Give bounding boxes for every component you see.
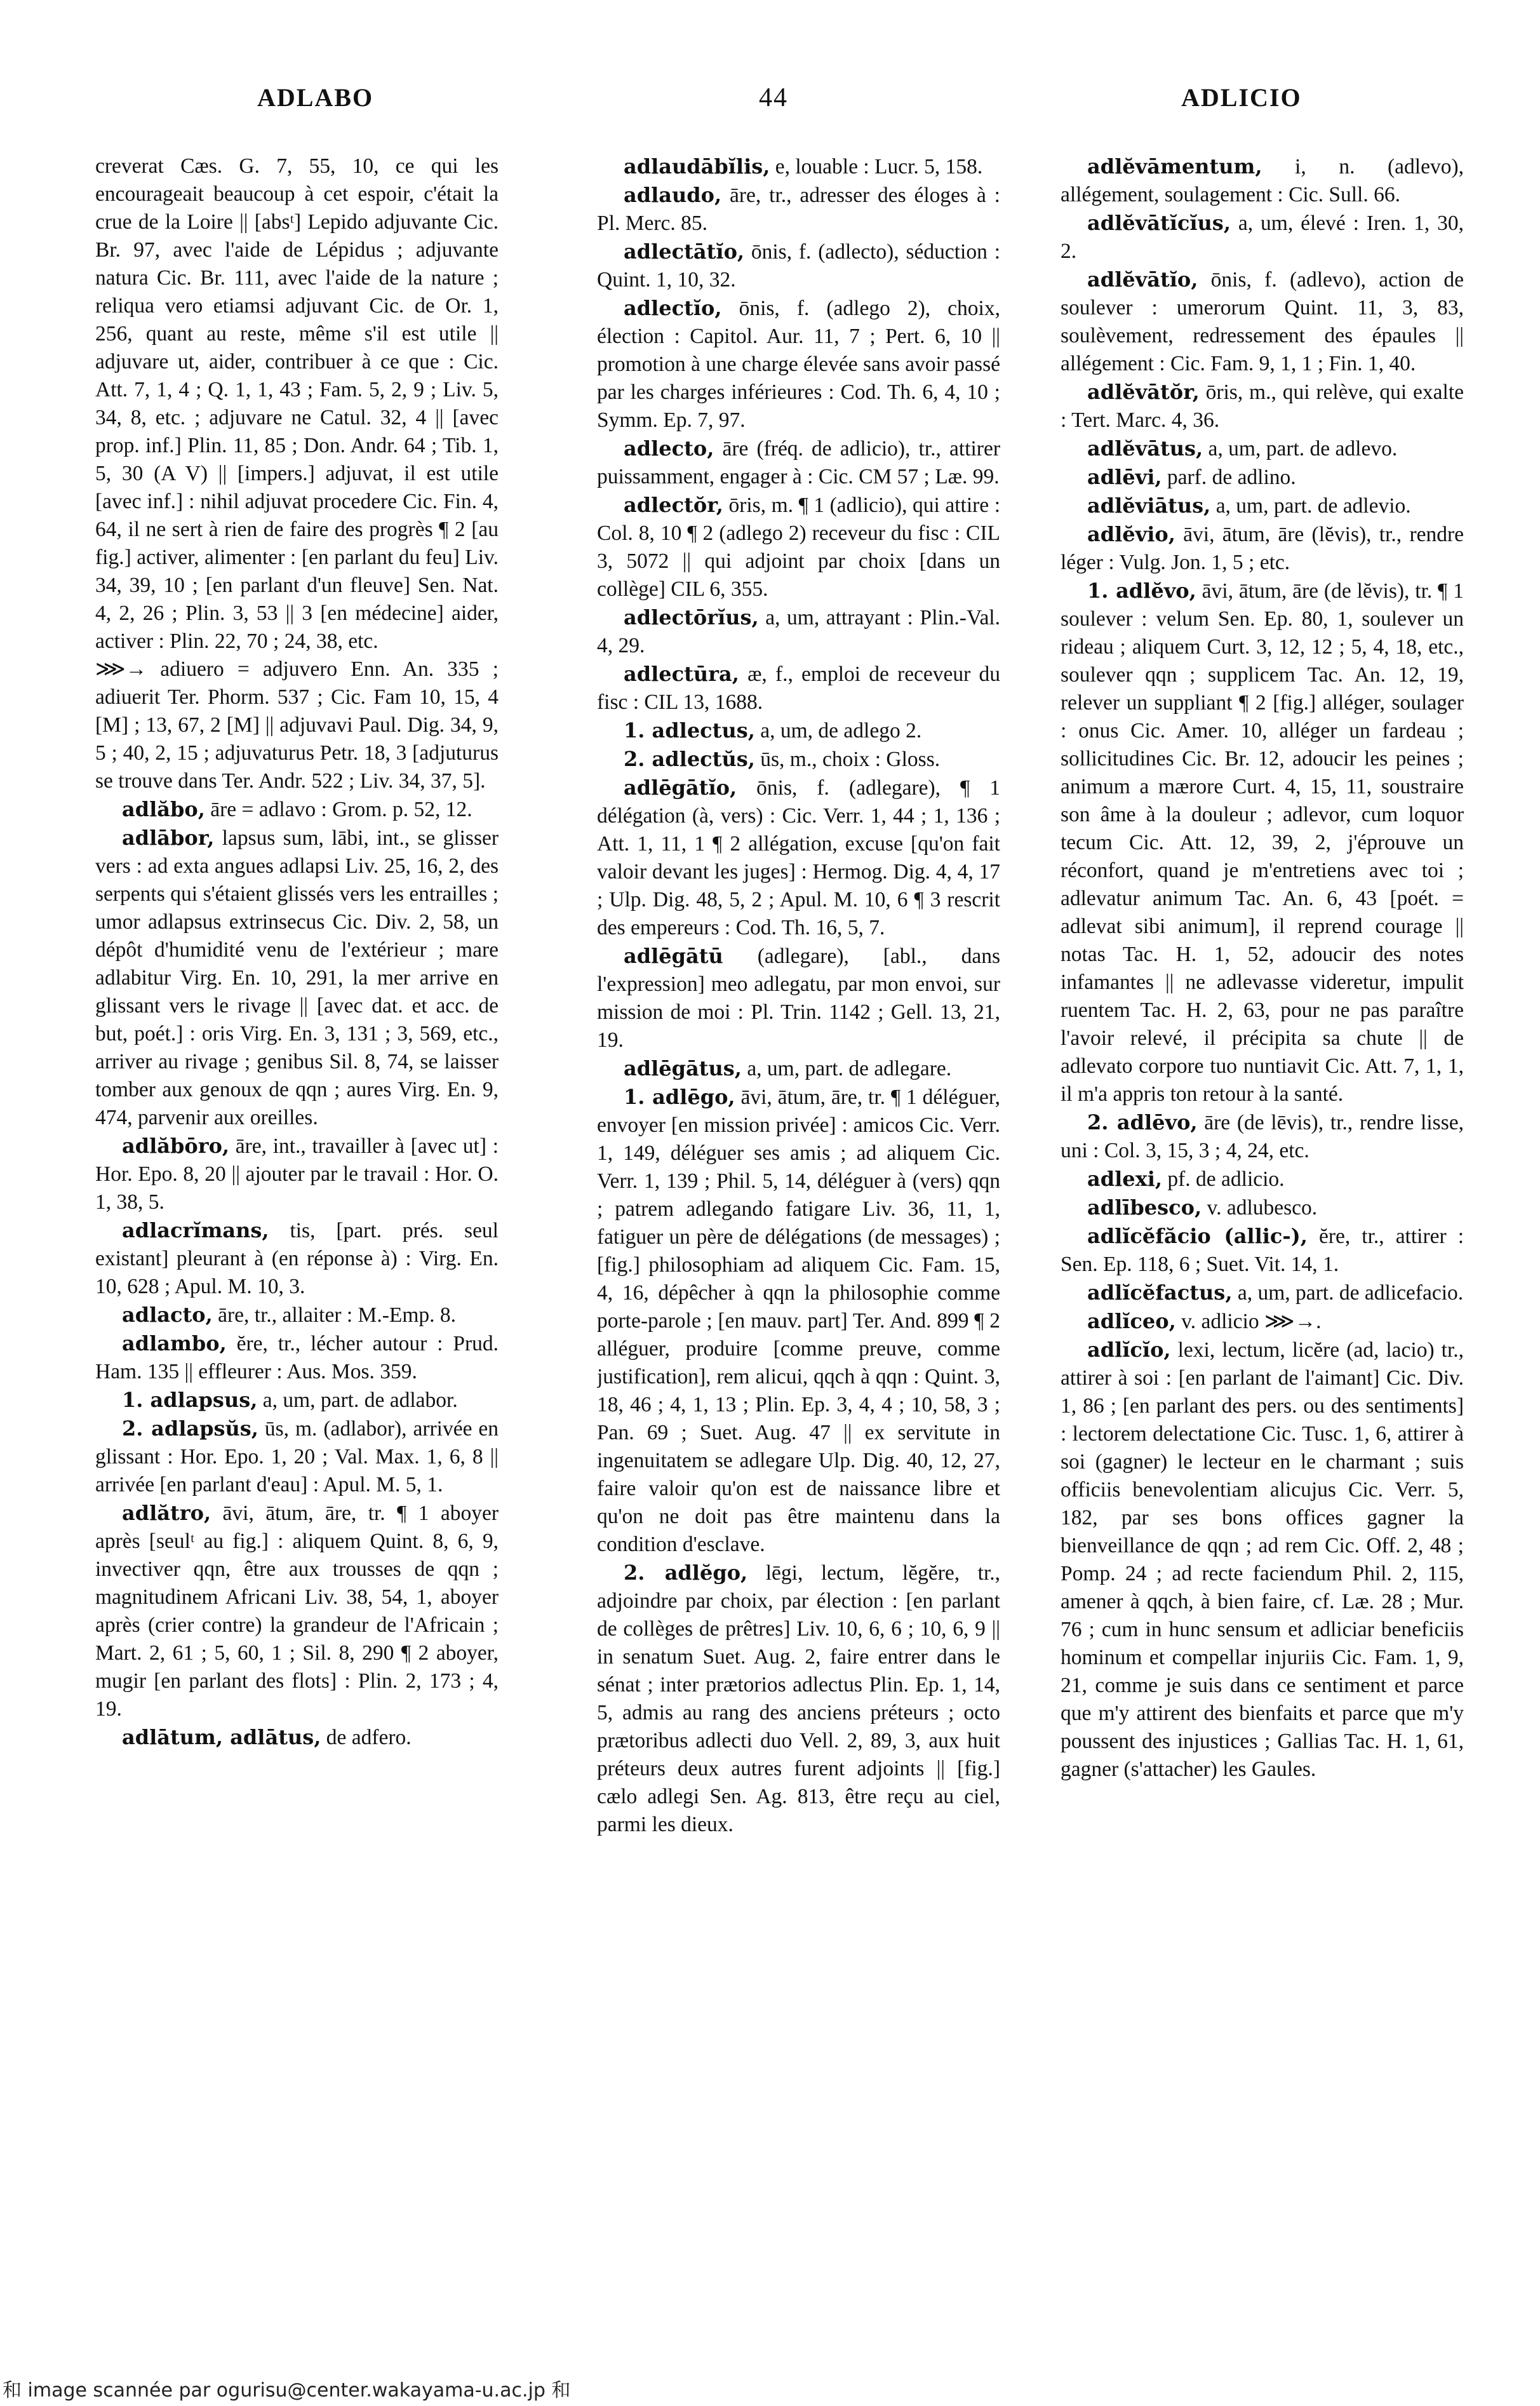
entry-text: āvi, ātum, āre (lĕvis), tr., rendre léger : Vulg. Jon. 1, 5 ; etc. [1061, 523, 1464, 574]
headword: adlectūra, [624, 662, 739, 686]
entry-text: āre (fréq. de adlicio), tr., attirer puissamment, engager à : Cic. CM 57 ; Læ. 99. [597, 437, 1000, 488]
dictionary-entry [1061, 1165, 1464, 1193]
headword: adlaudābĭlis, [624, 154, 770, 178]
dictionary-entry [1061, 1279, 1464, 1307]
dictionary-entry [1061, 1307, 1464, 1336]
dictionary-entry [95, 152, 499, 655]
entry-text: ūs, m. (adlabor), arrivée en glissant : Hor. Epo. 1, 20 ; Val. Max. 1, 6, 8 || arrivée [en parlant d'eau] : Apul. M. 5, 1. [95, 1417, 499, 1496]
running-head-right: ADLICIO [1181, 83, 1302, 112]
dictionary-entry [95, 795, 499, 824]
dictionary-entry [95, 1216, 499, 1301]
headword: adlĭcĭo, [1087, 1338, 1171, 1362]
headword: 1. adlēgo, [624, 1085, 735, 1109]
entry-text: ōnis, f. (adlevo), action de soulever : umerorum Quint. 11, 3, 83, soulèvement, redressement des épaules || allégement : Cic. Fam. 9, 1, 1 ; Fin. 1, 40. [1061, 268, 1464, 375]
entry-text: ōris, m. ¶ 1 (adlicio), qui attire : Col. 8, 10 ¶ 2 (adlego 2) receveur du fisc : CIL 3, 5072 || qui adjoint par choix [dans un collège] CIL 6, 355. [597, 494, 1000, 601]
column-3 [1061, 152, 1464, 2356]
headword: adlătro, [122, 1501, 211, 1525]
dictionary-entry [597, 181, 1000, 238]
entry-text: e, louable : Lucr. 5, 158. [770, 155, 983, 178]
headword: adlexi, [1087, 1167, 1162, 1191]
headword: adlectōrĭus, [624, 605, 759, 629]
dictionary-entry [1061, 434, 1464, 463]
entry-text: v. adlicio ⋙→. [1175, 1310, 1322, 1333]
headword: adlātum, adlātus, [122, 1725, 321, 1749]
headword: adlĕvātus, [1087, 436, 1203, 460]
column-1 [95, 152, 499, 2356]
dictionary-entry [597, 1083, 1000, 1559]
entry-text: v. adlubesco. [1202, 1196, 1318, 1220]
entry-text: a, um, part. de adlevo. [1203, 437, 1398, 460]
headword: 2. adlapsŭs, [122, 1416, 258, 1441]
entry-text: a, um, part. de adlicefacio. [1232, 1281, 1464, 1305]
page-number: 44 [759, 83, 788, 112]
entry-text: de adfero. [321, 1726, 412, 1749]
entry-text: a, um, attrayant : Plin.-Val. 4, 29. [597, 606, 1000, 657]
entry-text: ōnis, f. (adlecto), séduction : Quint. 1, 10, 32. [597, 240, 1000, 292]
entry-text: lēgi, lectum, lĕgĕre, tr., adjoindre par choix, par élection : [en parlant de collèges de prêtres] Liv. 10, 6, 6 ; 10, 6, 9 || in senatum Suet. Aug. 2, faire entrer dans le sénat ; inter prætorios adlectus Plin. Ep. 1, 14, 5, admis au rang des anciens préteurs ; octo prætoribus adlecti duo Vell. 2, 89, 3, aux huit préteurs deux autres furent adjoints || [fig.] cælo adlegi Sen. Ag. 813, être reçu au ciel, parmi les dieux. [597, 1561, 1000, 1836]
dictionary-entry [95, 1329, 499, 1386]
dictionary-entry [597, 716, 1000, 745]
dictionary-entry [1061, 1193, 1464, 1222]
headword: adlēgātĭo, [624, 776, 737, 800]
dictionary-entry [1061, 1108, 1464, 1165]
headword: adlectātĭo, [624, 239, 745, 264]
dictionary-entry [1061, 378, 1464, 434]
headword: adlĕvātŏr, [1087, 380, 1200, 404]
dictionary-entry [597, 1559, 1000, 1839]
entry-text: a, um, part. de adlegare. [741, 1057, 952, 1080]
entry-text: āre, int., travailler à [avec ut] : Hor. Epo. 8, 20 || ajouter par le travail : Hor. O. 1, 38, 5. [95, 1134, 499, 1214]
headword: adlĕviātus, [1087, 494, 1211, 518]
dictionary-entry [95, 1499, 499, 1723]
entry-text: āvi, ātum, āre, tr. ¶ 1 aboyer après [seulᵗ au fig.] : aliquem Quint. 8, 6, 9, invectiver qqn, être aux trousses de qqn ; magnitudinem Africani Liv. 38, 54, 1, aboyer après (crier contre) la grandeur de l'Africain ; Mart. 2, 61 ; 5, 60, 1 ; Sil. 8, 290 ¶ 2 aboyer, mugir [en parlant des flots] : Plin. 2, 173 ; 4, 19. [95, 1502, 499, 1721]
dictionary-entry [95, 1723, 499, 1752]
headword: adlacto, [122, 1303, 213, 1327]
entry-text: āvi, ātum, āre (de lĕvis), tr. ¶ 1 soulever : velum Sen. Ep. 80, 1, soulever un rideau ; aliquem Curt. 3, 12, 12 ; 5, 4, 18, etc., soulever qqn ; supplicem Tac. An. 12, 19, relever un suppliant ¶ 2 [fig.] alléger, soulager : onus Cic. Amer. 10, alléger un fardeau ; sollicitudines Cic. Br. 12, adoucir les peines ; animum a mærore Curt. 4, 15, 11, soustraire son âme à la douleur ; adlevor, cum loquor tecum Cic. Att. 12, 39, 2, j'éprouve un réconfort, quand je m'entretiens avec toi ; adlevatur animum Tac. An. 6, 43 [poét. = adlevat sibi animum], il reprend courage || notas Tac. H. 1, 52, adoucir des notes infamantes || ne adlevasse videretur, impulit ruentem Tac. H. 2, 63, pour ne pas paraître l'avoir relevé, il précipita sa chute || de adlevato corpore tuo nuntiavit Cic. Att. 7, 1, 1, il m'a appris ton retour à la santé. [1061, 579, 1464, 1106]
dictionary-entry [597, 942, 1000, 1054]
entry-text: āre, tr., allaiter : M.-Emp. 8. [212, 1303, 457, 1327]
headword: adlēgātus, [624, 1056, 742, 1080]
dictionary-entry [597, 745, 1000, 774]
headword: 1. adlapsus, [122, 1388, 258, 1412]
entry-text: ĕre, tr., lécher autour : Prud. Ham. 135 || effleurer : Aus. Mos. 359. [95, 1332, 499, 1383]
entry-text: ĕre, tr., attirer : Sen. Ep. 118, 6 ; Suet. Vit. 14, 1. [1061, 1225, 1464, 1276]
headword: adlectĭo, [624, 296, 722, 320]
entry-text: ōnis, f. (adlegare), ¶ 1 délégation (à, vers) : Cic. Verr. 1, 44 ; 1, 136 ; Att. 1, 11, 1 ¶ 2 allégation, excuse [qu'on fait valoir devant les juges] : Hermog. Dig. 4, 4, 17 ; Ulp. Dig. 48, 5, 2 ; Apul. M. 10, 6 ¶ 3 rescrit des empereurs : Cod. Th. 16, 5, 7. [597, 776, 1000, 939]
headword: adlĕvio, [1087, 522, 1175, 546]
headword: adlaudo, [624, 183, 722, 207]
dictionary-entry [1061, 577, 1464, 1108]
headword: adlăbōro, [122, 1134, 230, 1158]
entry-text: a, um, élevé : Iren. 1, 30, 2. [1061, 212, 1464, 263]
dictionary-entry [1061, 1222, 1464, 1279]
headword: adlambo, [122, 1331, 227, 1355]
column-2 [597, 152, 1000, 2356]
entry-text: tis, [part. prés. seul existant] pleurant à (en réponse à) : Virg. En. 10, 628 ; Apul. M. 10, 3. [95, 1219, 499, 1298]
headword: 2. adlĕgo, [624, 1561, 748, 1585]
headword: 2. adlectŭs, [624, 747, 755, 771]
headword: adlacrĭmans, [122, 1218, 269, 1242]
headword: adlĭcĕfăcio (allic-), [1087, 1224, 1308, 1248]
scan-credit: 和 image scannée par ogurisu@center.wakayama-u.ac.jp 和 [3, 2379, 571, 2402]
entry-text: creverat Cæs. G. 7, 55, 10, ce qui les encourageait beaucoup à cet espoir, c'était la crue de la Loire || [absᵗ] Lepido adjuvante Cic. Br. 97, avec l'aide de Lépidus ; adjuvante natura Cic. Br. 111, avec l'aide de la nature ; reliqua vero etiamsi adjuvant Cic. de Or. 1, 256, quant au reste, même s'il est utile || adjuvare ut, aider, contribuer à ce que : Cic. Att. 7, 1, 4 ; Q. 1, 1, 43 ; Fam. 5, 2, 9 ; Liv. 5, 34, 8, etc. ; adjuvare ne Catul. 32, 4 || [avec prop. inf.] Plin. 11, 85 ; Don. Andr. 64 ; Tib. 1, 5, 30 (A V) || [impers.] adjuvat, il est utile [avec inf.] : nihil adjuvat procedere Cic. Fin. 4, 64, il ne sert à rien de faire des progrès ¶ 2 [au fig.] activer, alimenter : [en parlant du feu] Liv. 34, 39, 10 ; [en parlant d'un fleuve] Sen. Nat. 4, 2, 26 ; Plin. 3, 53 || 3 [en médecine] aider, activer : Plin. 22, 70 ; 24, 38, etc. [95, 154, 499, 653]
dictionary-entry [597, 294, 1000, 434]
entry-text: a, um, part. de adlevio. [1210, 494, 1411, 518]
dictionary-entry [597, 660, 1000, 716]
headword: adlĭceo, [1087, 1309, 1176, 1333]
headword: adlĭcĕfactus, [1087, 1280, 1233, 1305]
entry-text: āvi, ātum, āre, tr. ¶ 1 déléguer, envoyer [en mission privée] : amicos Cic. Verr. 1, 149, déléguer ses amis ; ad aliquem Cic. Verr. 1, 139 ; Phil. 5, 14, déléguer à (vers) qqn ; patrem adlegando fatigare Liv. 36, 11, 1, fatiguer un père de délégations (de messages) ; [fig.] philosophiam ad aliquem Cic. Fam. 15, 4, 16, dépêcher à qqn la philosophie comme porte-parole ; [en mauv. part] Ter. And. 899 ¶ 2 alléguer, produire [comme preuve, comme justification], rem alicui, qqch à qqn : Quint. 3, 18, 46 ; 4, 1, 13 ; Plin. Ep. 3, 4, 4 ; 10, 58, 3 ; Pan. 69 ; Suet. Aug. 47 || ex servitute in ingenuitatem se adlegare Ulp. Dig. 40, 12, 27, faire valoir qu'on est de naissance libre et qu'on ne doit pas être maintenu dans la condition d'esclave. [597, 1085, 1000, 1556]
dictionary-entry [1061, 1336, 1464, 1784]
dictionary-entry [1061, 209, 1464, 265]
headword: adlăbo, [122, 797, 205, 821]
entry-text: lexi, lectum, licĕre (ad, lacio) tr., attirer à soi : [en parlant de l'aimant] Cic. Div. 1, 86 ; [en parlant des pers. ou des sentiments] : lectorem delectatione Cic. Tusc. 1, 6, attirer à soi (gagner) le lecteur en le charmant ; suis officiis benevolentiam alicujus Cic. Verr. 5, 182, par ses bons offices gagner la bienveillance de qqn ; ad rem Cic. Off. 2, 48 ; Pomp. 24 ; ad recte faciendum Phil. 2, 115, amener à qqch, à bien faire, cf. Læ. 28 ; Mur. 76 ; cum in hunc sensum et adliciar beneficiis hominum et compellar injuriis Cic. Fam. 1, 9, 21, comme je suis dans ce sentiment et parce que m'y attirent des bienfaits et parce que m'y poussent des injustices ; Gallias Tac. H. 1, 61, gagner (s'attacher) les Gaules. [1061, 1338, 1464, 1781]
headword: adlēgātū [624, 944, 723, 968]
entry-text: āre, tr., adresser des éloges à : Pl. Merc. 85. [597, 184, 1000, 235]
dictionary-entry [1061, 265, 1464, 378]
dictionary-entry [597, 152, 1000, 181]
headword: adlectŏr, [624, 493, 723, 517]
dictionary-entry [597, 1054, 1000, 1083]
entry-text: ōris, m., qui relève, qui exalte : Tert. Marc. 4, 36. [1061, 380, 1464, 432]
headword: adlēvi, [1087, 465, 1162, 489]
entry-text: a, um, part. de adlabor. [257, 1388, 458, 1412]
dictionary-entry [95, 1301, 499, 1329]
dictionary-entry [95, 1132, 499, 1216]
entry-text: (adlegare), [abl., dans l'expression] meo adlegatu, par mon envoi, sur mission de moi : Pl. Trin. 1142 ; Gell. 13, 21, 19. [597, 944, 1000, 1052]
headword: 1. adlĕvo, [1087, 579, 1196, 603]
dictionary-entry [597, 491, 1000, 603]
headword: 2. adlēvo, [1087, 1110, 1198, 1134]
entry-text: ūs, m., choix : Gloss. [754, 748, 941, 771]
entry-text: āre = adlavo : Grom. p. 52, 12. [204, 798, 472, 821]
headword: adlābor, [122, 826, 215, 850]
entry-text: ōnis, f. (adlego 2), choix, élection : Capitol. Aur. 11, 7 ; Pert. 6, 10 || promotion à une charge élevée sans avoir passé par les charges inférieures : Cod. Th. 6, 4, 10 ; Symm. Ep. 7, 97. [597, 297, 1000, 432]
headword: adlībesco, [1087, 1195, 1202, 1220]
entry-text: a, um, de adlego 2. [754, 719, 922, 743]
headword: adlecto, [624, 436, 714, 460]
dictionary-entry [597, 603, 1000, 660]
dictionary-entry [597, 434, 1000, 491]
dictionary-entry [95, 1415, 499, 1499]
entry-text: i, n. (adlevo), allégement, soulagement : Cic. Sull. 66. [1061, 155, 1464, 206]
dictionary-entry [597, 774, 1000, 942]
dictionary-entry [95, 824, 499, 1132]
dictionary-entry [597, 238, 1000, 294]
dictionary-entry [95, 1386, 499, 1415]
entry-text: pf. de adlicio. [1162, 1167, 1285, 1191]
dictionary-entry [1061, 492, 1464, 520]
entry-text: æ, f., emploi de receveur du fisc : CIL 13, 1688. [597, 662, 1000, 714]
running-head-left: ADLABO [257, 83, 374, 112]
dictionary-entry [1061, 463, 1464, 492]
headword: adlĕvāmentum, [1087, 154, 1262, 178]
entry-text: ⋙→ adiuero = adjuvero Enn. An. 335 ; adiuerit Ter. Phorm. 537 ; Cic. Fam 10, 15, 4 [M] ; 13, 67, 2 [M] || adjuvavi Paul. Dig. 34, 9, 5 ; 40, 2, 15 ; adjuvaturus Petr. 18, 3 [adjuturus se trouve dans Ter. Andr. 522 ; Liv. 34, 37, 5]. [95, 657, 499, 793]
dictionary-entry [1061, 520, 1464, 577]
headword: 1. adlectus, [624, 718, 755, 743]
headword: adlĕvātĭo, [1087, 267, 1198, 292]
entry-text: āre (de lēvis), tr., rendre lisse, uni : Col. 3, 15, 3 ; 4, 24, etc. [1061, 1111, 1464, 1162]
dictionary-entry [1061, 152, 1464, 209]
entry-text: lapsus sum, lābi, int., se glisser vers : ad exta angues adlapsi Liv. 25, 16, 2, des serpents qui s'étaient glissés vers les entrailles ; umor adlapsus extrinsecus Cic. Div. 2, 58, un dépôt d'humidité venu de l'extérieur ; mare adlabitur Virg. En. 10, 291, la mer arrive en glissant vers le rivage || [avec dat. et acc. de but, poét.] : oris Virg. En. 3, 131 ; 3, 569, etc., arriver au rivage ; genibus Sil. 8, 74, se laisser tomber aux genoux de qqn ; aures Virg. En. 9, 474, parvenir aux oreilles. [95, 826, 499, 1129]
dictionary-entry [95, 655, 499, 795]
entry-text: parf. de adlino. [1162, 466, 1296, 489]
headword: adlĕvātĭcĭus, [1087, 211, 1231, 235]
